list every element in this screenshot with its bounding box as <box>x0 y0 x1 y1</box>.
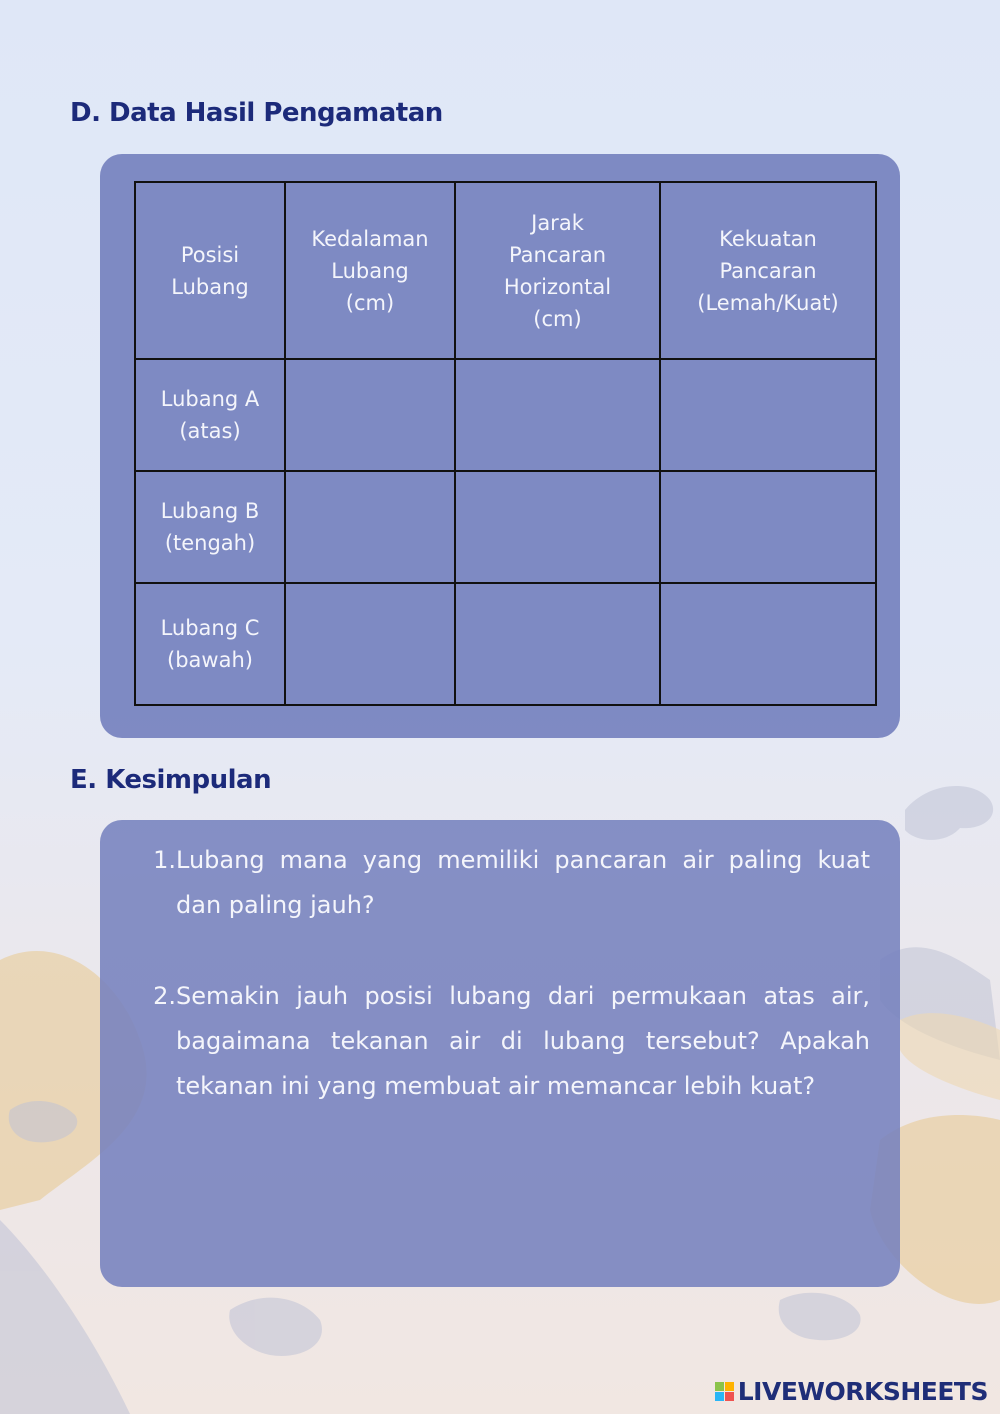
question-number: 2. <box>153 982 176 1010</box>
liveworksheets-brand[interactable] <box>715 1377 988 1406</box>
row-label-lubang-b: Lubang B (tengah) <box>135 471 285 583</box>
table-row <box>135 583 876 705</box>
conclusion-panel[interactable] <box>100 820 900 1287</box>
question-text: Lubang mana yang memiliki pancaran air paling kuat dan paling jauh? <box>176 846 870 919</box>
cell-lubang-b-jarak[interactable] <box>455 471 660 583</box>
section-e-title: E. Kesimpulan <box>70 765 272 795</box>
logo-square <box>715 1382 724 1391</box>
logo-square <box>715 1392 724 1401</box>
section-d-title: D. Data Hasil Pengamatan <box>70 98 443 128</box>
question-list <box>148 838 870 1155</box>
question-number: 1. <box>153 846 176 874</box>
header-kedalaman-lubang: Kedalaman Lubang (cm) <box>285 182 455 359</box>
header-posisi-lubang: Posisi Lubang <box>135 182 285 359</box>
header-kekuatan-pancaran: Kekuatan Pancaran (Lemah/Kuat) <box>660 182 876 359</box>
logo-square <box>725 1392 734 1401</box>
cell-lubang-c-kekuatan[interactable] <box>660 583 876 705</box>
row-label-lubang-a: Lubang A (atas) <box>135 359 285 471</box>
liveworksheets-logo-icon <box>715 1382 734 1401</box>
cell-lubang-b-kedalaman[interactable] <box>285 471 455 583</box>
observation-table-panel <box>100 154 900 738</box>
brand-text: LIVEWORKSHEETS <box>737 1377 988 1406</box>
logo-square <box>725 1382 734 1391</box>
table-row <box>135 471 876 583</box>
cell-lubang-a-kekuatan[interactable] <box>660 359 876 471</box>
question-item <box>148 974 870 1109</box>
header-jarak-pancaran: Jarak Pancaran Horizontal (cm) <box>455 182 660 359</box>
observation-table <box>134 181 877 706</box>
row-label-lubang-c: Lubang C (bawah) <box>135 583 285 705</box>
cell-lubang-b-kekuatan[interactable] <box>660 471 876 583</box>
question-text: Semakin jauh posisi lubang dari permukaan atas air, bagaimana tekanan air di lubang tersebut? Apakah tekanan ini yang membuat air memancar lebih kuat? <box>176 982 870 1100</box>
question-item <box>148 838 870 928</box>
table-header-row <box>135 182 876 359</box>
cell-lubang-c-kedalaman[interactable] <box>285 583 455 705</box>
cell-lubang-a-jarak[interactable] <box>455 359 660 471</box>
cell-lubang-a-kedalaman[interactable] <box>285 359 455 471</box>
cell-lubang-c-jarak[interactable] <box>455 583 660 705</box>
table-row <box>135 359 876 471</box>
